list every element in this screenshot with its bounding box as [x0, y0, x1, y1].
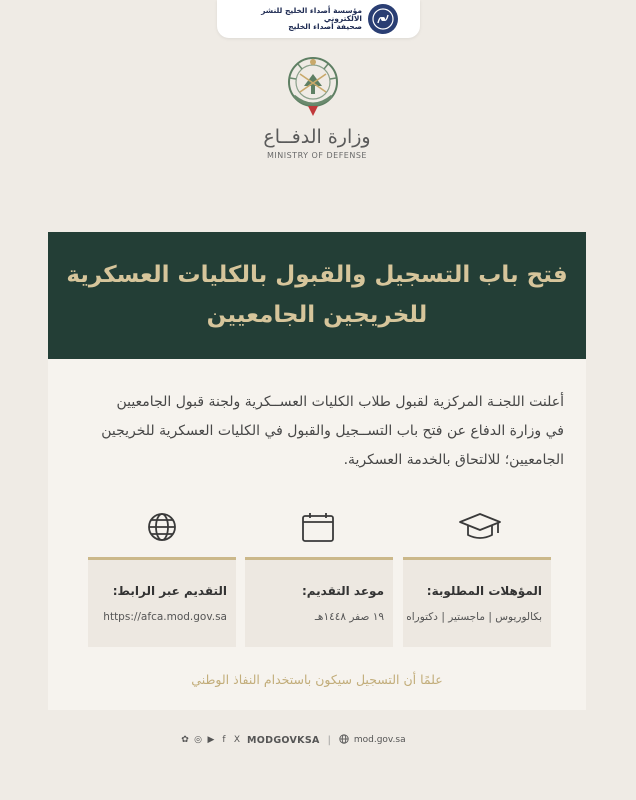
youtube-icon[interactable]: ▶ — [207, 735, 215, 745]
snapchat-icon[interactable]: ✿ — [181, 735, 189, 745]
intro-line-1: أعلنت اللجنـة المركزية لقبول طلاب الكليات العســكرية ولجنة قبول الجامعيين — [116, 394, 564, 410]
registration-note: علمًا أن التسجيل سيكون باستخدام النفاذ الوطني — [191, 672, 443, 687]
social-icons — [180, 735, 242, 745]
headline-line-1: فتح باب التسجيل والقبول بالكليات العسكرية — [66, 262, 568, 289]
ministry-emblem-icon — [278, 52, 348, 120]
footer-bar — [180, 731, 460, 749]
headline-banner — [48, 232, 586, 359]
globe-icon — [146, 511, 178, 543]
info-box-qualifications — [403, 557, 551, 647]
ministry-name-english: MINISTRY OF DEFENSE — [267, 151, 367, 160]
intro-line-3: الجامعيين؛ للالتحاق بالخدمة العسكرية. — [343, 452, 564, 468]
ministry-name-arabic: وزارة الدفــاع — [263, 126, 371, 148]
publisher-logo-icon — [368, 4, 398, 34]
x-icon[interactable]: X — [233, 735, 241, 745]
instagram-icon[interactable]: ◎ — [194, 735, 202, 745]
apply-link-url[interactable]: https://afca.mod.gov.sa — [103, 611, 227, 623]
qualifications-label: المؤهلات المطلوبة: — [426, 584, 542, 598]
publisher-name: مؤسسة أصداء الخليج للنشر الالكتروني — [261, 5, 362, 23]
graduation-cap-icon — [458, 511, 502, 543]
deadline-value: ١٩ صفر ١٤٤٨هـ — [314, 611, 384, 623]
social-handle[interactable]: MODGOVKSA — [247, 734, 320, 746]
info-box-deadline — [245, 557, 393, 647]
intro-line-2: في وزارة الدفاع عن فتح باب التســجيل والقبول في الكليات العسكرية للخريجين — [101, 423, 564, 439]
calendar-icon — [301, 511, 335, 543]
deadline-label: موعد التقديم: — [301, 584, 384, 598]
website-link[interactable]: mod.gov.sa — [353, 735, 406, 745]
apply-link-label: التقديم عبر الرابط: — [112, 584, 227, 598]
facebook-icon[interactable]: f — [222, 735, 226, 745]
publisher-subtitle: صحيفة أصداء الخليج — [288, 22, 362, 32]
footer-separator: | — [327, 734, 331, 746]
website-globe-icon — [339, 734, 349, 747]
publisher-banner — [217, 0, 420, 38]
qualifications-value: بكالوريوس | ماجستير | دكتوراه — [406, 611, 542, 623]
info-box-apply-link — [88, 557, 236, 647]
headline-line-2: للخريجين الجامعيين — [206, 301, 428, 328]
intro-paragraph — [70, 388, 564, 475]
